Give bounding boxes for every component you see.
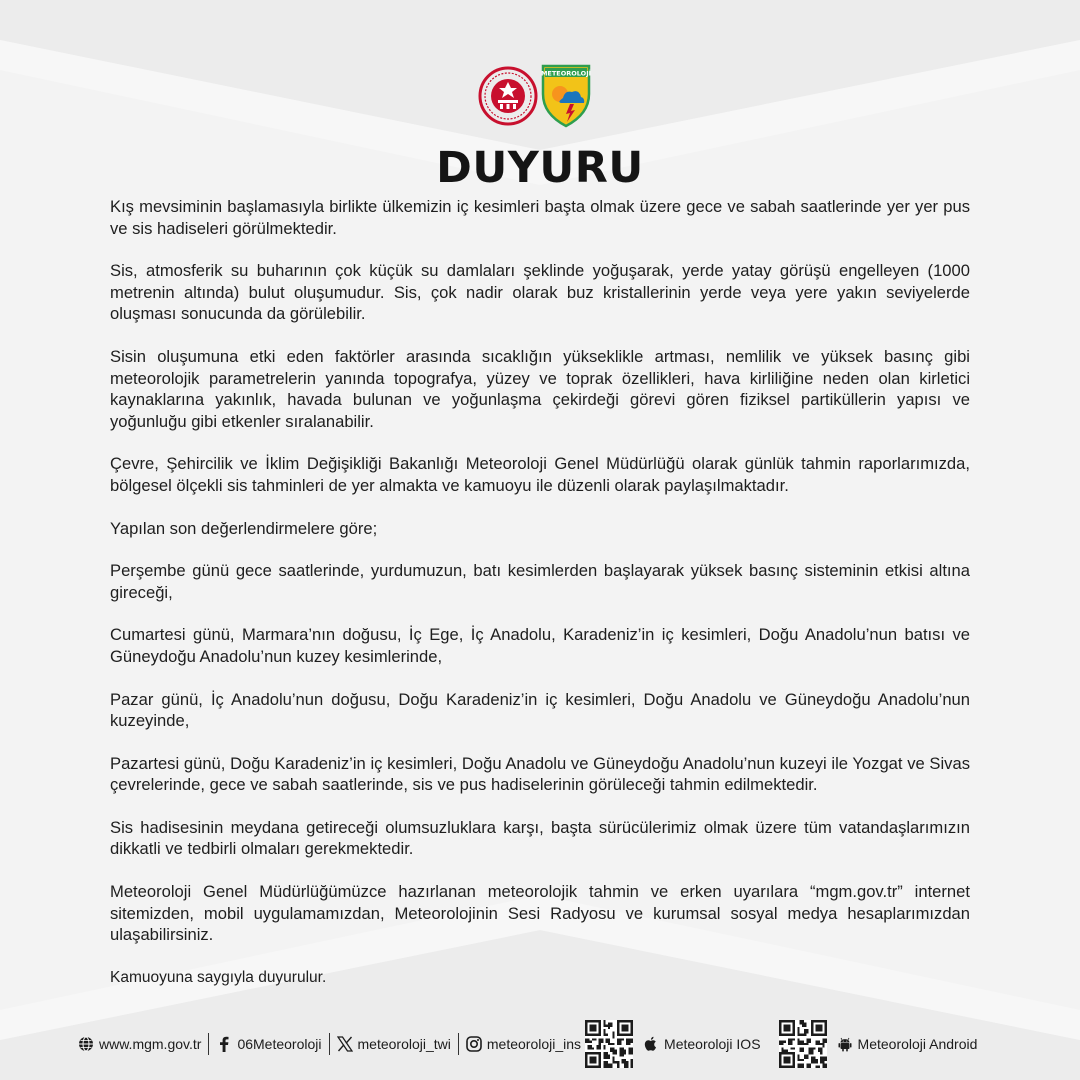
footer-android-app[interactable] [837,1036,978,1052]
facebook-icon [216,1036,232,1052]
paragraph: Sis hadisesinin meydana getireceği olumsuzluklara karşı, başta sürücülerimiz olmak üzere tüm vatandaşlarımızın dikkatli ve tedbirli olmaları gerekmektedir. [110,817,970,859]
svg-text:METEOROLOJİ: METEOROLOJİ [541,69,591,78]
qr-code-android[interactable] [779,1020,827,1068]
android-icon [837,1036,853,1052]
ios-label: Meteoroloji IOS [664,1036,761,1052]
x-label: meteoroloji_twi [357,1036,451,1052]
footer-facebook[interactable] [216,1036,321,1052]
paragraph: Yapılan son değerlendirmelere göre; [110,518,378,538]
closing-line: Kamuoyuna saygıyla duyurulur. [110,968,327,986]
paragraph: Pazartesi günü, Doğu Karadeniz’in iç kesimleri, Doğu Anadolu ve Güneydoğu Anadolu’nun kuzeyi ile Yozgat ve Sivas çevrelerinde, gece ve sabah saatlerinde, sis ve pus hadiselerinin görüleceği tahmin edilmektedir. [110,753,970,795]
android-label: Meteoroloji Android [857,1036,978,1052]
qr-code-ios[interactable] [585,1020,633,1068]
paragraph: Perşembe günü gece saatlerinde, yurdumuzun, batı kesimlerden başlayarak yüksek basınç sisteminin etkisi altına gireceği, [110,561,970,602]
website-label: www.mgm.gov.tr [99,1036,202,1052]
paragraph: Cumartesi günü, Marmara’nın doğusu, İç Ege, İç Anadolu, Karadeniz’in iç kesimleri, Doğu Anadolu’nun batısı ve Güneydoğu Anadolu’nun kuzey kesimlerinde, [110,625,970,666]
paragraph: Çevre, Şehircilik ve İklim Değişikliği Bakanlığı Meteoroloji Genel Müdürlüğü olarak günlük tahmin raporlarımızda, bölgesel ölçekli sis tahminleri de yer almakta ve kamuoyu ile düzenli olarak paylaşılmaktadır. [110,454,970,495]
footer-ios-app[interactable] [643,1036,760,1052]
paragraph: Sis, atmosferik su buharının çok küçük su damlaları şeklinde yoğuşarak, yerde yatay görüşü engelleyen (1000 metrenin altında) bulut oluşumudur. Sis, çok nadir olarak buz kristallerinin yerde veya yere yakın seviyelerde oluşması sonucunda da görülebilir. [110,261,970,324]
footer-contact-bar [78,1019,988,1069]
paragraph: Kış mevsiminin başlamasıyla birlikte ülkemizin iç kesimleri başta olmak üzere gece ve sabah saatlerinde yer yer pus ve sis hadiseleri görülmektedir. [110,197,970,238]
announcement-body [110,196,970,1009]
x-logo-icon [337,1036,353,1052]
meteoroloji-shield-icon [541,64,591,128]
page-title: DUYURU [436,143,644,193]
paragraph: Meteoroloji Genel Müdürlüğümüzce hazırlanan meteorolojik tahmin ve erken uyarılara “mgm.gov.tr” internet sitemizden, mobil uygulamamızdan, Meteorolojinin Sesi Radyosu ve kurumsal sosyal medya hesaplarımızdan ulaşabilirsiniz. [110,882,970,945]
apple-icon [643,1036,659,1052]
instagram-icon [466,1036,482,1052]
ministry-emblem-icon [478,64,538,128]
footer-website[interactable] [78,1036,201,1052]
instagram-label: meteoroloji_ins [486,1036,582,1052]
header-logos [0,64,1080,128]
footer-divider [458,1033,459,1055]
footer-x[interactable] [337,1036,451,1052]
footer-instagram[interactable] [466,1036,581,1052]
globe-icon [78,1036,94,1052]
footer-divider [329,1033,330,1055]
facebook-label: 06Meteoroloji [237,1036,322,1052]
paragraph: Sisin oluşumuna etki eden faktörler arasında sıcaklığın yükseklikle artması, nemlilik ve yüksek basınç gibi meteorolojik parametrelerin yanında topografya, yüzey ve toprak özellikleri, hava kirliliğine neden olan kirletici kaynaklarına yakınlık, havada bulunan ve yoğunlaşma çekirdeği görevi gören fiziksel partiküllerin yapısı ve yoğunluğu gibi etkenler sıralanabilir. [110,346,970,431]
paragraph: Pazar günü, İç Anadolu’nun doğusu, Doğu Karadeniz’in iç kesimleri, Doğu Anadolu ve Güneydoğu Anadolu’nun kuzeyinde, [110,689,970,731]
footer-divider [208,1033,209,1055]
